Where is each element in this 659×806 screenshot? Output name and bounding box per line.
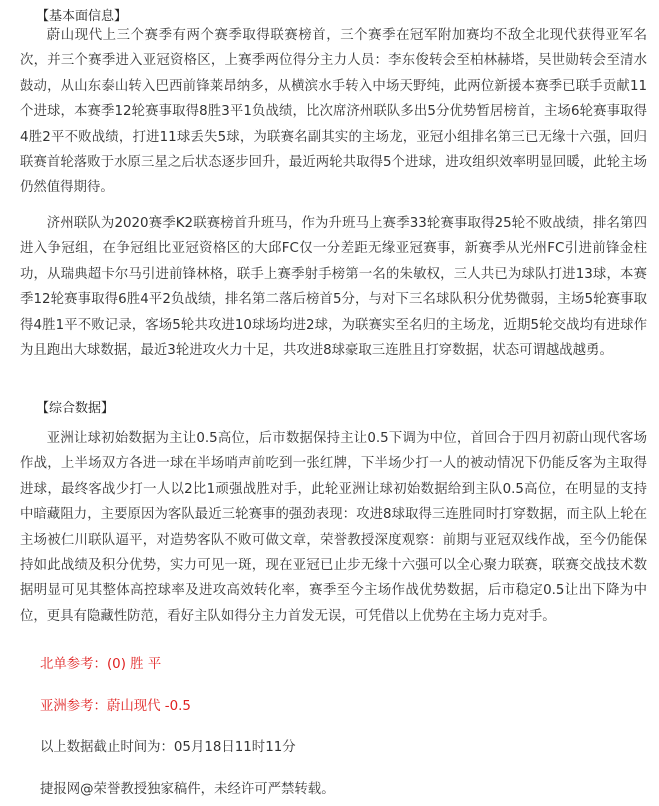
paragraph-analysis: 亚洲让球初始数据为主让0.5高位，后市数据保持主让0.5下调为中位，首回合于四月初蔚山现代客场作战，上半场双方各进一球在半场哨声前吃到一张红牌，下半场少打一人的被动情况下仍能反客为主取得进球，最终客战少打一人以2比1顽强战胜对手，此轮亚洲让球初始数据给到主队0.5高位，在明显的支持中暗藏阻力，主要原因为客队最近三轮赛事的强劲表现：攻进8球取得三连胜同时打穿数据，而主队上轮在主场被仁川联队逼平，对造势客队不败可做文章，荣誉教授深度观察：前期与亚冠双线作战，至今仍能保持如此战绩及积分优势，实力可见一斑，现在亚冠已止步无缘十六强可以全心聚力联赛，联赛交战技术数据明显可见其整体高控球率及进攻高效转化率，赛季至今主场作战优势数据，后市稳定0.5让出下降为中位，更具有隐藏性防范，看好主队如得分主力首发无误，可凭借以上优势在主场力克对手。 <box>20 431 647 624</box>
paragraph-ulsan-hyundai: 蔚山现代上三个赛季有两个赛季取得联赛榜首，三个赛季在冠军附加赛均不敌全北现代获得亚军名次，并三个赛季进入亚冠资格区，上赛季两位得分主力人员：李东俊转会至柏林赫塔，吴世勋转会至清水鼓动，从山东泰山转入巴西前锋莱昂纳多，从横滨水手转入中场天野纯，此两位新援本赛季已联手贡献11个进球，本赛季12轮赛事取得8胜3平1负战绩，比次席济州联队多出5分优势暂居榜首，主场6轮赛事取得4胜2平不败战绩，打进11球丢失5球，为联赛名副其实的主场龙，亚冠小组排名第三已无缘十六强，回归联赛首轮落败于水原三星之后状态逐步回升，最近两轮共取得5个进球，进攻组织效率明显回暖，此轮主场仍然值得期待。 <box>20 28 647 196</box>
data-deadline: 以上数据截止时间为：05月18日11时11分 <box>40 740 296 755</box>
section-title-basic-info: 【基本面信息】 <box>36 9 128 24</box>
section-title-combined-data: 【综合数据】 <box>36 401 115 416</box>
asian-handicap-reference: 亚洲参考：蔚山现代 -0.5 <box>40 699 191 714</box>
paragraph-jeju-united: 济州联队为2020赛季K2联赛榜首升班马，作为升班马上赛季33轮赛事取得25轮不败战绩，排名第四进入争冠组，在争冠组比亚冠资格区的大邱FC仅一分差距无缘亚冠赛事，新赛季从光州FC引进前锋金柱功，从瑞典超卡尔马引进前锋林格，联手上赛季射手榜第一名的朱敏权，三人共已为球队打进13球，本赛季12轮赛事取得6胜4平2负战绩，排名第二落后榜首5分，与对下三名球队积分优势微弱，主场5轮赛事取得4胜1平不败记录，客场5轮共攻进10球场均进2球，为联赛实至名归的主场龙，近期5轮交战均有进球作为且跑出大球数据，最近3轮进攻火力十足，共攻进8球豪取三连胜且打穿数据，状态可谓越战越勇。 <box>20 216 647 359</box>
beidan-reference: 北单参考：(0) 胜 平 <box>40 657 162 672</box>
copyright-notice: 捷报网@荣誉教授独家稿件，未经许可严禁转载。 <box>40 782 335 797</box>
